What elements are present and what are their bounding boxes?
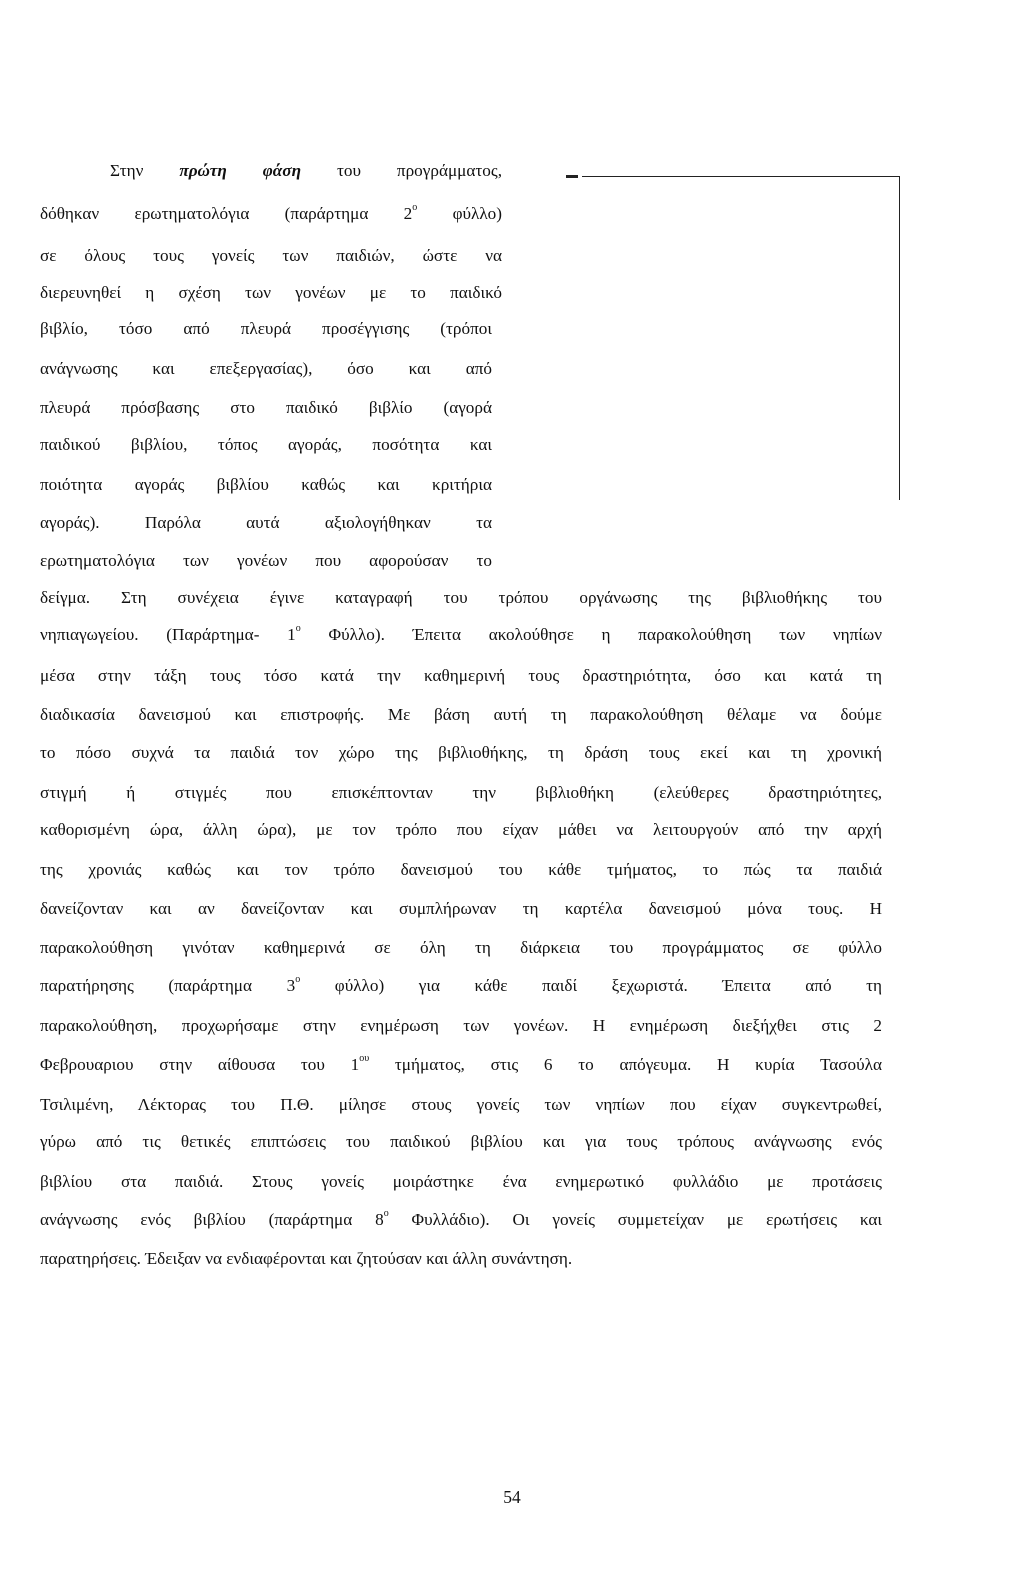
text-line-7: πλευρά πρόσβασης στο παιδικό βιβλίο (αγορά: [40, 398, 492, 417]
text-line-16: το πόσο συχνά τα παιδιά τον χώρο της βιβλιοθήκης, τη δράση τους εκεί και τη χρονική: [40, 743, 882, 762]
text-line-12: δείγμα. Στη συνέχεια έγινε καταγραφή του τρόπου οργάνωσης της βιβλιοθήκης του: [40, 588, 882, 607]
text-line-21: παρακολούθηση γινόταν καθημερινά σε όλη τη διάρκεια του προγράμματος σε φύλλο: [40, 938, 882, 957]
frame-right-line: [899, 176, 900, 500]
text-line-24: Φεβρουαριου στην αίθουσα του $1^{o\upsilon}$ τμήματος, στις 6 το απόγευμα. Η κυρία Τασούλα: [40, 1053, 882, 1074]
text-line-1: Στην πρώτη φάση του προγράμματος,: [110, 161, 502, 180]
text-line-18: καθορισμένη ώρα, άλλη ώρα), με τον τρόπο που είχαν μάθει να λειτουργούν από την αρχή: [40, 820, 882, 839]
text-line-9: ποιότητα αγοράς βιβλίου καθώς και κριτήρια: [40, 475, 492, 494]
text-line-26: γύρω από τις θετικές επιπτώσεις του παιδικού βιβλίου και για τους τρόπους ανάγνωσης ενός: [40, 1132, 882, 1151]
text-line-5: βιβλίο, τόσο από πλευρά προσέγγισης (τρόποι: [40, 319, 492, 338]
text-line-28: ανάγνωσης ενός βιβλίου (παράρτημα $8^o$ Φυλλάδιο). Οι γονείς συμμετείχαν με ερωτήσεις και: [40, 1208, 882, 1229]
text-line-11: ερωτηματολόγια των γονέων που αφορούσαν το: [40, 551, 492, 570]
text-line-8: παιδικού βιβλίου, τόπος αγοράς, ποσότητα και: [40, 435, 492, 454]
text-line-10: αγοράς). Παρόλα αυτά αξιολογήθηκαν τα: [40, 513, 492, 532]
text-line-20: δανείζονταν και αν δανείζονταν και συμπλήρωναν τη καρτέλα δανεισμού μόνα τους. Η: [40, 899, 882, 918]
text-line-23: παρακολούθηση, προχωρήσαμε στην ενημέρωση των γονέων. Η ενημέρωση διεξήχθει στις 2: [40, 1016, 882, 1035]
frame-dash: [566, 175, 578, 178]
text-line-3: σε όλους τους γονείς των παιδιών, ώστε να: [40, 246, 502, 265]
page-number: 54: [503, 1487, 521, 1507]
text-line-2: δόθηκαν ερωτηματολόγια (παράρτημα $2^o$ φύλλο): [40, 202, 502, 223]
text-line-27: βιβλίου στα παιδιά. Στους γονείς μοιράστηκε ένα ενημερωτικό φυλλάδιο με προτάσεις: [40, 1172, 882, 1191]
text-line-15: διαδικασία δανεισμού και επιστροφής. Με βάση αυτή τη παρακολούθηση θέλαμε να δούμε: [40, 705, 882, 724]
frame-top-line: [582, 176, 900, 177]
text-line-13: νηπιαγωγείου. (Παράρτημα- $1^o$ Φύλλο). Έπειτα ακολούθησε η παρακολούθηση των νηπίων: [40, 623, 883, 644]
text-line-14: μέσα στην τάξη τους τόσο κατά την καθημερινή τους δραστηριότητα, όσο και κατά τη: [40, 666, 882, 685]
text-line-29: παρατηρήσεις. Έδειξαν να ενδιαφέρονται και ζητούσαν και άλλη συνάντηση.: [40, 1249, 573, 1268]
text-line-6: ανάγνωσης και επεξεργασίας), όσο και από: [40, 359, 492, 378]
text-line-4: διερευνηθεί η σχέση των γονέων με το παιδικό: [40, 283, 502, 302]
text-line-22: παρατήρησης (παράρτημα $3^o$ φύλλο) για κάθε παιδί ξεχωριστά. Έπειτα από τη: [40, 974, 883, 995]
text-line-25: Τσιλιμένη, Λέκτορας του Π.Θ. μίλησε στους γονείς των νηπίων που είχαν συγκεντρωθεί,: [40, 1095, 882, 1114]
text-line-19: της χρονιάς καθώς και τον τρόπο δανεισμού του κάθε τμήματος, το πώς τα παιδιά: [40, 860, 882, 879]
text-line-17: στιγμή ή στιγμές που επισκέπτονταν την βιβλιοθήκη (ελεύθερες δραστηριότητες,: [40, 783, 882, 802]
